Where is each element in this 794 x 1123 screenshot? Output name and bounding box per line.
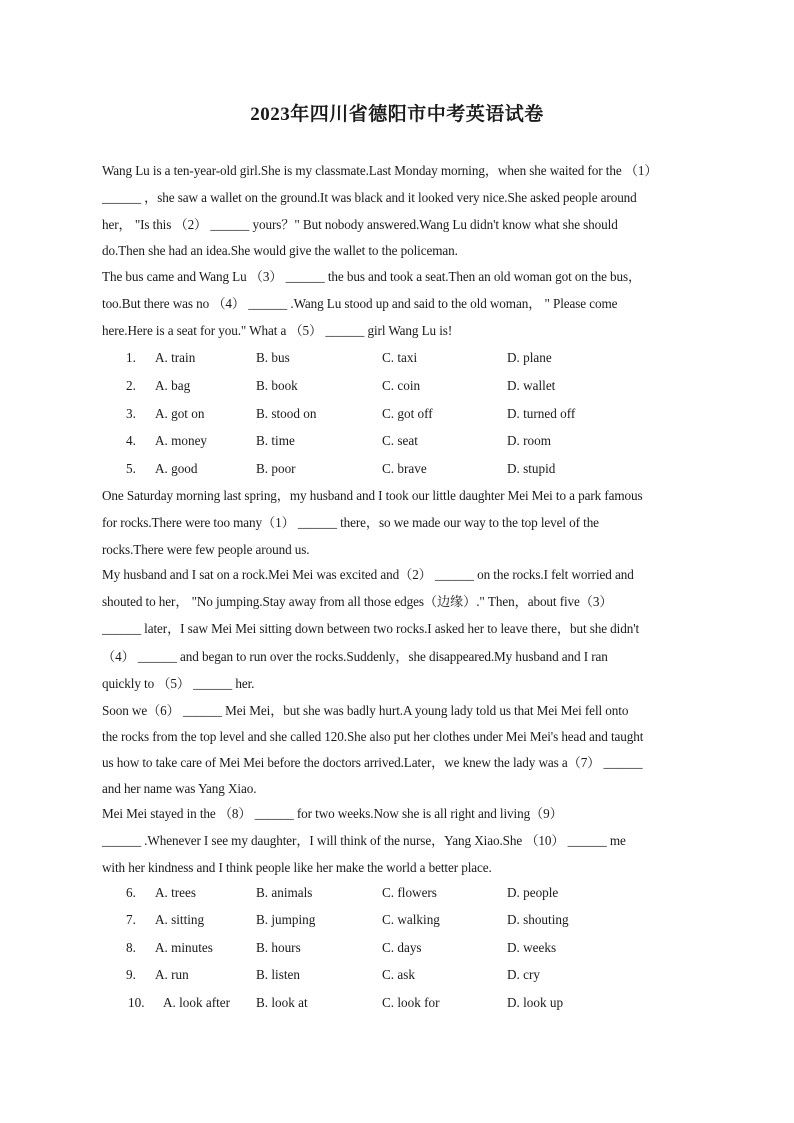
option-c: C. flowers <box>382 885 437 900</box>
option-d: D. stupid <box>507 461 556 476</box>
option-d: D. look up <box>507 995 564 1010</box>
option-c: C. look for <box>382 995 440 1010</box>
question-number: 6. <box>126 885 136 900</box>
passage-line: here.Here is a seat for you." What a （5） ______ girl Wang Lu is! <box>102 323 453 338</box>
option-d: D. cry <box>507 967 540 982</box>
option-b: B. listen <box>256 967 300 982</box>
question-row <box>102 939 702 957</box>
passage-line: One Saturday morning last spring，my husband and I took our little daughter Mei Mei to a park famous <box>102 488 643 503</box>
question-row <box>102 432 702 450</box>
option-c: C. seat <box>382 433 418 448</box>
option-d: D. wallet <box>507 378 556 393</box>
option-d: D. people <box>507 885 559 900</box>
page-title: 2023年四川省德阳市中考英语试卷 <box>250 104 544 125</box>
option-b: B. animals <box>256 885 313 900</box>
question-row <box>102 460 702 478</box>
passage-line: shouted to her， "No jumping.Stay away from all those edges（边缘）." Then，about five（3） <box>102 594 613 609</box>
option-a: A. sitting <box>155 912 205 927</box>
question-row <box>102 377 702 395</box>
passage-line: for rocks.There were too many（1） ______ there，so we made our way to the top level of the <box>102 515 599 530</box>
option-b: B. stood on <box>256 406 317 421</box>
option-b: B. bus <box>256 350 290 365</box>
passage-line: Mei Mei stayed in the （8） ______ for two weeks.Now she is all right and living（9） <box>102 806 563 821</box>
option-c: C. taxi <box>382 350 418 365</box>
option-b: B. time <box>256 433 295 448</box>
passage-line: Wang Lu is a ten-year-old girl.She is my classmate.Last Monday morning，when she waited for the （1） <box>102 163 658 178</box>
passage-line: ______ later，I saw Mei Mei sitting down between two rocks.I asked her to leave there，but she didn't <box>102 621 640 636</box>
passage-line: do.Then she had an idea.She would give the wallet to the policeman. <box>102 243 458 258</box>
passage-line: Soon we（6） ______ Mei Mei，but she was badly hurt.A young lady told us that Mei Mei fell onto <box>102 703 629 718</box>
option-b: B. look at <box>256 995 308 1010</box>
option-b: B. jumping <box>256 912 316 927</box>
question-row <box>102 884 702 902</box>
option-a: A. train <box>155 350 196 365</box>
passage-line: the rocks from the top level and she called 120.She also put her clothes under Mei Mei's head and taught <box>102 729 644 744</box>
passage-line: her， "Is this （2） ______ yours？" But nobody answered.Wang Lu didn't know what she should <box>102 217 618 232</box>
passage-line: rocks.There were few people around us. <box>102 542 310 557</box>
option-a: A. money <box>155 433 208 448</box>
option-d: D. turned off <box>507 406 576 421</box>
passage-line: ______ ，she saw a wallet on the ground.It was black and it looked very nice.She asked people around <box>102 190 637 205</box>
question-row <box>102 405 702 423</box>
option-c: C. ask <box>382 967 415 982</box>
passage-line: （4） ______ and began to run over the rocks.Suddenly，she disappeared.My husband and I ran <box>102 649 608 664</box>
question-number: 3. <box>126 406 136 421</box>
question-number: 7. <box>126 912 136 927</box>
question-number: 2. <box>126 378 136 393</box>
option-a: A. look after <box>163 995 231 1010</box>
option-a: A. minutes <box>155 940 213 955</box>
option-c: C. brave <box>382 461 427 476</box>
option-b: B. poor <box>256 461 296 476</box>
option-c: C. got off <box>382 406 433 421</box>
option-b: B. book <box>256 378 298 393</box>
question-number: 10. <box>128 995 145 1010</box>
option-d: D. weeks <box>507 940 557 955</box>
option-c: C. walking <box>382 912 440 927</box>
passage-line: too.But there was no （4） ______ .Wang Lu stood up and said to the old woman， " Please come <box>102 296 618 311</box>
question-number: 4. <box>126 433 136 448</box>
option-a: A. trees <box>155 885 197 900</box>
passage-line: The bus came and Wang Lu （3） ______ the bus and took a seat.Then an old woman got on the bus， <box>102 269 642 284</box>
option-d: D. plane <box>507 350 552 365</box>
question-number: 5. <box>126 461 136 476</box>
option-a: A. run <box>155 967 189 982</box>
passage-line: quickly to （5） ______ her. <box>102 676 255 691</box>
option-d: D. room <box>507 433 551 448</box>
option-a: A. got on <box>155 406 205 421</box>
passage-line: us how to take care of Mei Mei before the doctors arrived.Later，we knew the lady was a（7） ______ <box>102 755 643 770</box>
option-d: D. shouting <box>507 912 569 927</box>
option-c: C. days <box>382 940 422 955</box>
passage-line: ______ .Whenever I see my daughter，I will think of the nurse，Yang Xiao.She （10） ______ me <box>102 833 626 848</box>
option-c: C. coin <box>382 378 421 393</box>
question-row <box>102 966 702 984</box>
question-number: 9. <box>126 967 136 982</box>
passage-line: and her name was Yang Xiao. <box>102 781 257 796</box>
question-row <box>102 994 702 1012</box>
question-row <box>102 911 702 929</box>
passage-line: with her kindness and I think people like her make the world a better place. <box>102 860 492 875</box>
question-row <box>102 349 702 367</box>
question-number: 1. <box>126 350 136 365</box>
option-a: A. good <box>155 461 198 476</box>
question-number: 8. <box>126 940 136 955</box>
option-a: A. bag <box>155 378 191 393</box>
option-b: B. hours <box>256 940 301 955</box>
passage-line: My husband and I sat on a rock.Mei Mei was excited and（2） ______ on the rocks.I felt worried and <box>102 567 634 582</box>
